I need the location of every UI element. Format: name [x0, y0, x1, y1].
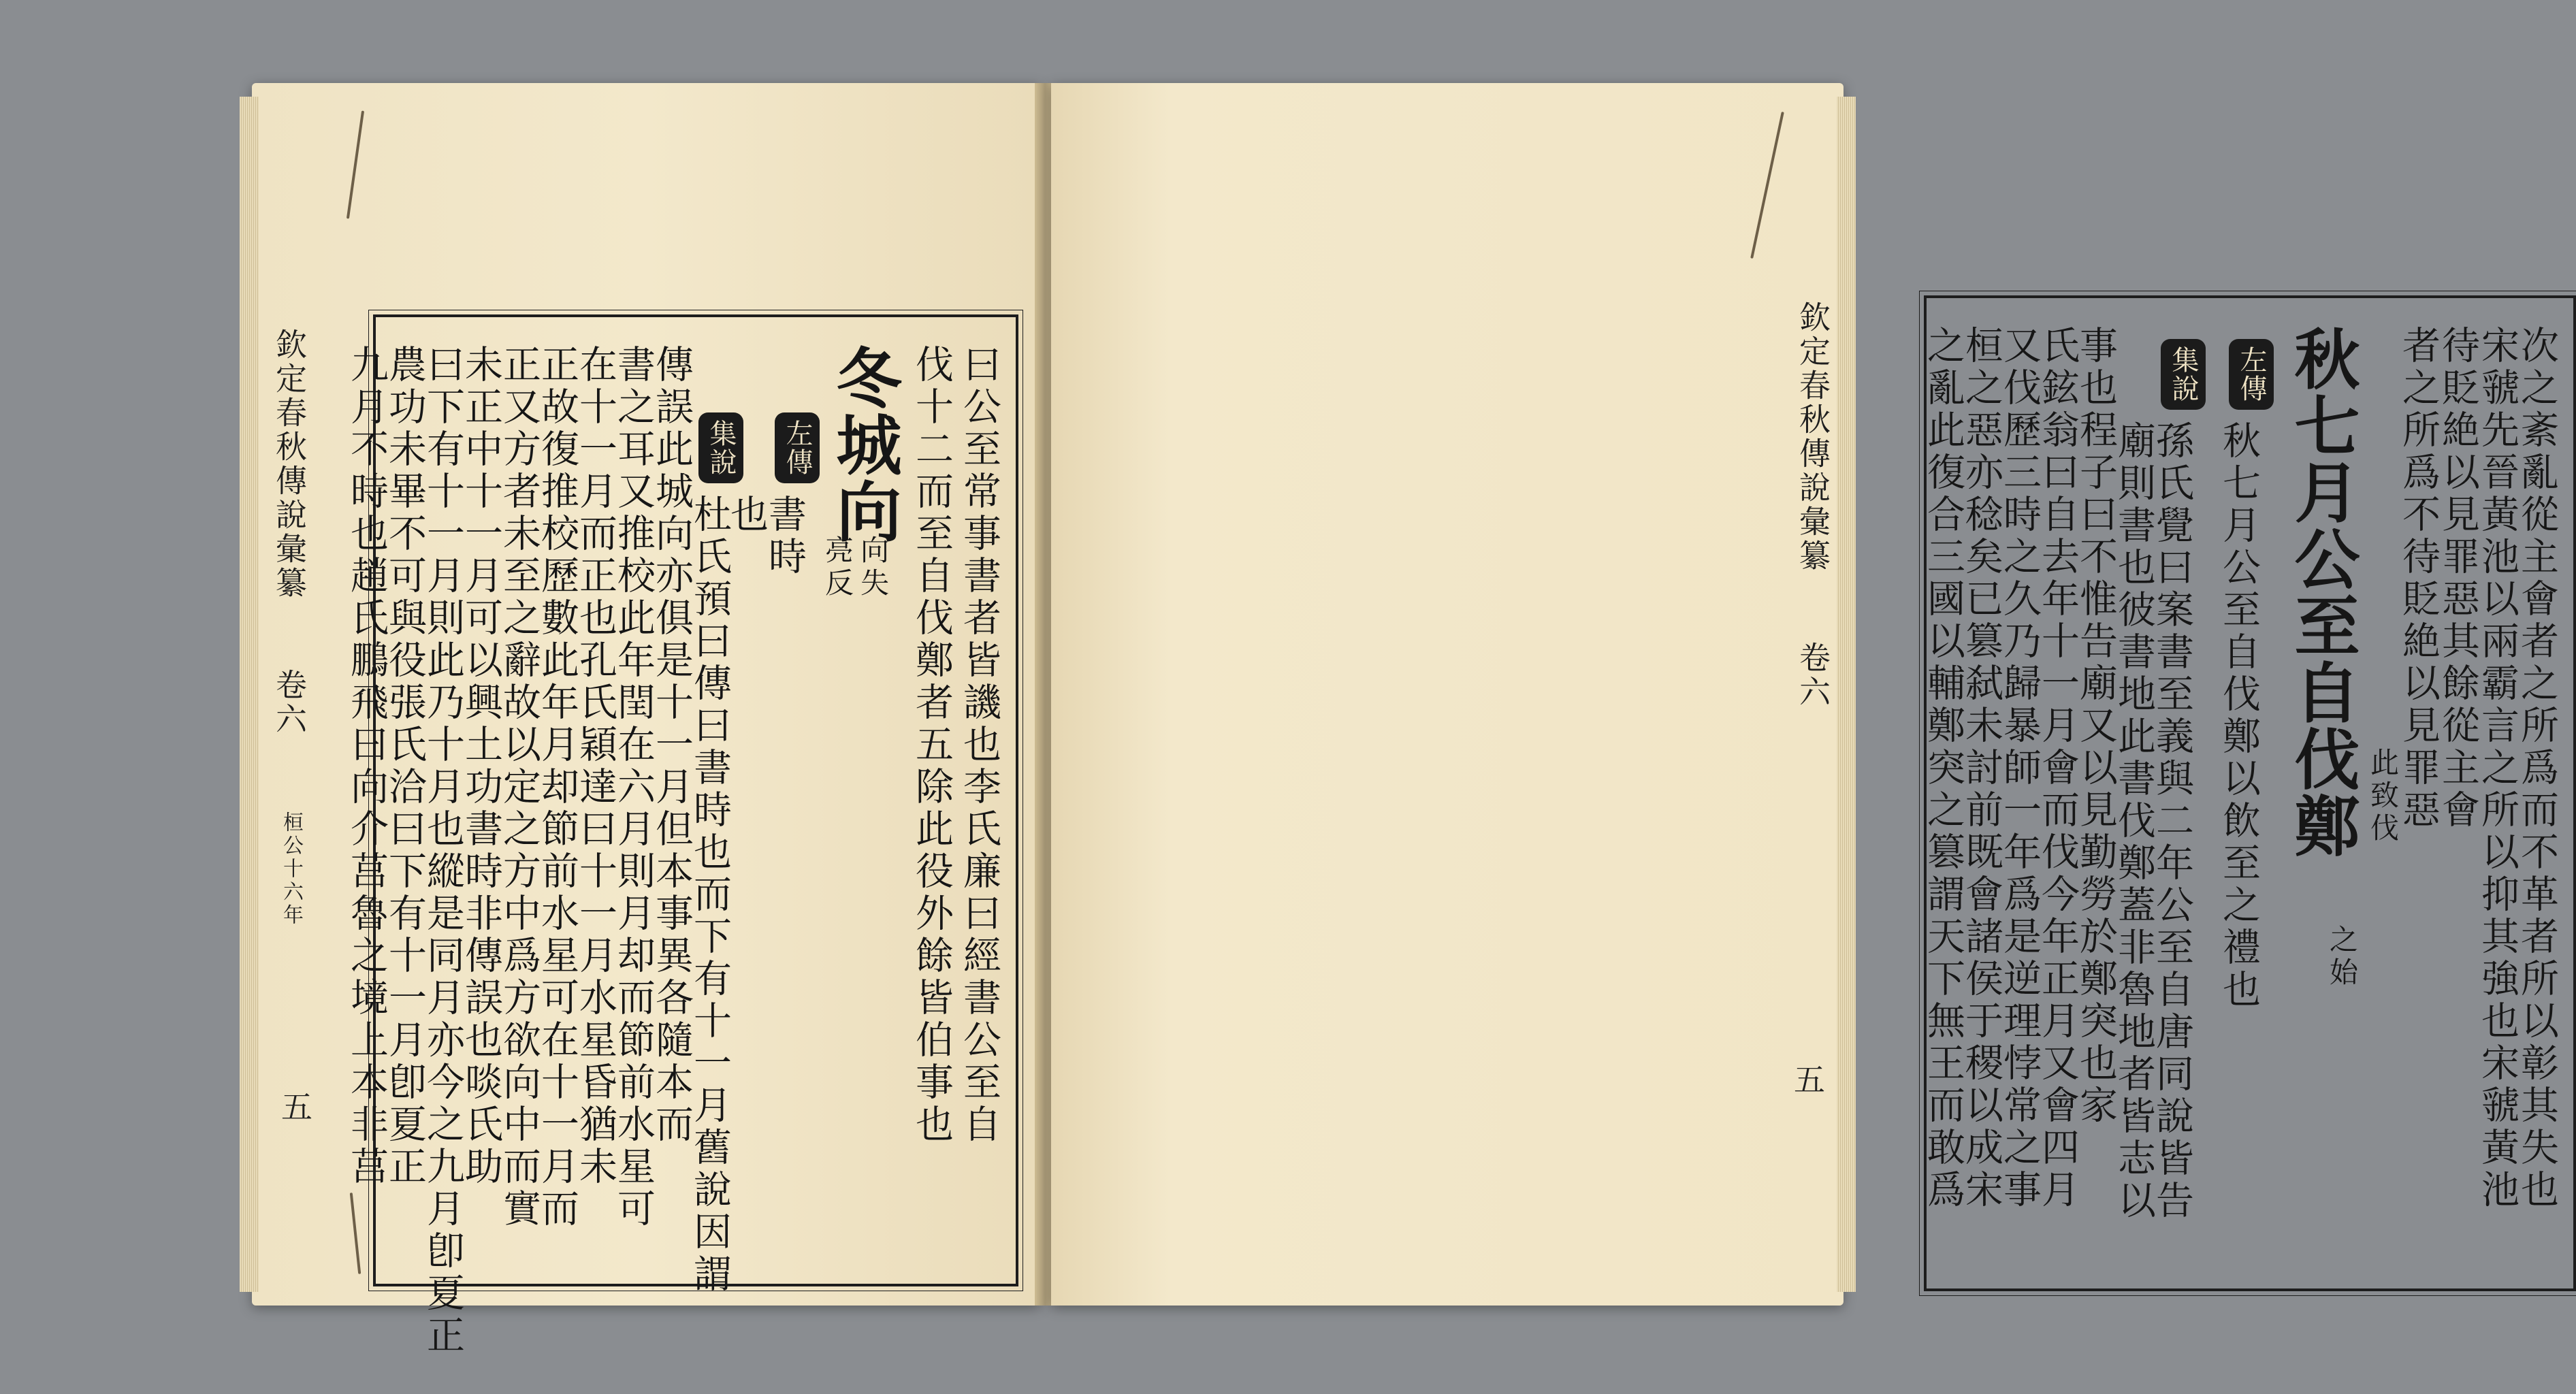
jishuo-column: 事也程子曰不惟告廟又以見勤勞於鄭突也家 [2074, 325, 2118, 1127]
zuozhuan-badge: 左傳 [2229, 339, 2274, 410]
zuozhuan-text: 也 [724, 494, 769, 536]
jishuo-column: 廟則書也彼書地此書伐鄭蓋非魯地者皆志以 [2112, 421, 2156, 1222]
jishuo-column: 農功未畢不可與役張氏洽曰下有十一月卽夏正 [383, 344, 427, 1188]
jishuo-column: 曰下有十一月則此乃十月也縱是同月亦今之九月卽夏正 [421, 344, 465, 1357]
jishuo-column: 正又方者未至之辭故以定之方中爲方欲向中而實 [497, 344, 541, 1231]
left-text-frame [344, 314, 1018, 1357]
text-column: 曰公至常事書者皆譏也李氏廉曰經書公至自 [957, 344, 1001, 1146]
right-page [1051, 83, 2559, 1306]
text-column: 者之所爲不待貶絶以見罪惡 [2396, 325, 2441, 832]
text-column: 宋虢先晉黃池以兩霸言之所以抑其強也宋虢黃池 [2475, 325, 2519, 1212]
right-text-frame [1921, 295, 2576, 1291]
right-header-folio: 五 [1789, 1063, 1826, 1097]
paper-crack [347, 111, 364, 219]
left-header-title: 欽定春秋傳說彙纂 [271, 328, 308, 600]
left-header-juan: 卷六 [271, 668, 308, 736]
jishuo-column: 在十一月而正也孔氏穎達曰十一月水星昏猶未 [573, 344, 617, 1188]
left-page [252, 83, 1040, 1357]
jishuo-column: 孫氏覺曰案書至義與二年公至自唐同說皆告 [2150, 421, 2194, 1222]
zuozhuan-badge: 左傳 [775, 412, 820, 483]
entry-heading: 秋七月公至自伐鄭 [2284, 325, 2361, 859]
jishuo-column: 氏鉉翁曰自去年十一月會而伐今年正月又會四月 [2035, 325, 2080, 1212]
jishuo-column: 未正中十一月可以興土功書時非傳誤也啖氏助 [459, 344, 503, 1188]
jishuo-badge: 集說 [2161, 339, 2206, 410]
jishuo-column: 又伐歷三時之久乃歸暴師一年爲是逆理悖常之事 [1997, 325, 2042, 1212]
text-column: 待貶絶以見罪惡其餘從主會 [2436, 325, 2480, 832]
left-header-folio: 五 [276, 1090, 313, 1124]
jishuo-column: 傳誤此城向亦俱是十一月但本事異各隨本而 [649, 344, 694, 1146]
text-column: 次之紊亂從主會者之所爲而不革者所以彰其失也 [2515, 325, 2559, 1212]
jishuo-column: 正故復推校歷數此年月却節前水星可在十一月而 [535, 344, 579, 1231]
left-header-sub: 桓公十六年 [279, 811, 303, 927]
jishuo-column: 桓之惡亦稔矣已篡弑未討前既會諸侯于稷以成宋 [1959, 325, 2003, 1212]
right-header-title: 欽定春秋傳說彙纂 [1794, 301, 1831, 573]
jishuo-column: 書之耳又推校此年閏在六月則月却而節前水星可 [611, 344, 656, 1231]
heading-note: 亮反 [821, 535, 854, 600]
zuozhuan-text: 書時 [762, 494, 807, 579]
zuozhuan-text: 秋七月公至自伐鄭以飲至之禮也 [2217, 421, 2261, 1011]
open-book [252, 83, 2559, 1357]
left-page-edges [240, 97, 259, 1292]
heading-note: 此致伐 [2366, 747, 2400, 845]
right-header-juan: 卷六 [1794, 641, 1831, 709]
jishuo-column: 九月不時也趙氏鵬飛曰向介莒魯之境上本非莒 [344, 344, 389, 1188]
entry-heading: 冬城向 [826, 344, 903, 545]
right-page-edges [1837, 97, 1856, 1292]
jishuo-badge: 集說 [698, 412, 743, 483]
jishuo-column: 杜氏預曰傳曰書時也而下有十一月舊說因謂 [688, 494, 732, 1296]
text-column: 伐十二而至自伐鄭者五除此役外餘皆伯事也 [909, 344, 954, 1146]
jishuo-column: 之亂此復合三國以輔鄭突之篡謂天下無王而敢爲 [1921, 325, 1965, 1212]
heading-note: 向失 [856, 535, 890, 600]
paper-crack [350, 1193, 361, 1274]
heading-note: 之始 [2325, 924, 2359, 990]
paper-crack [1750, 112, 1784, 259]
